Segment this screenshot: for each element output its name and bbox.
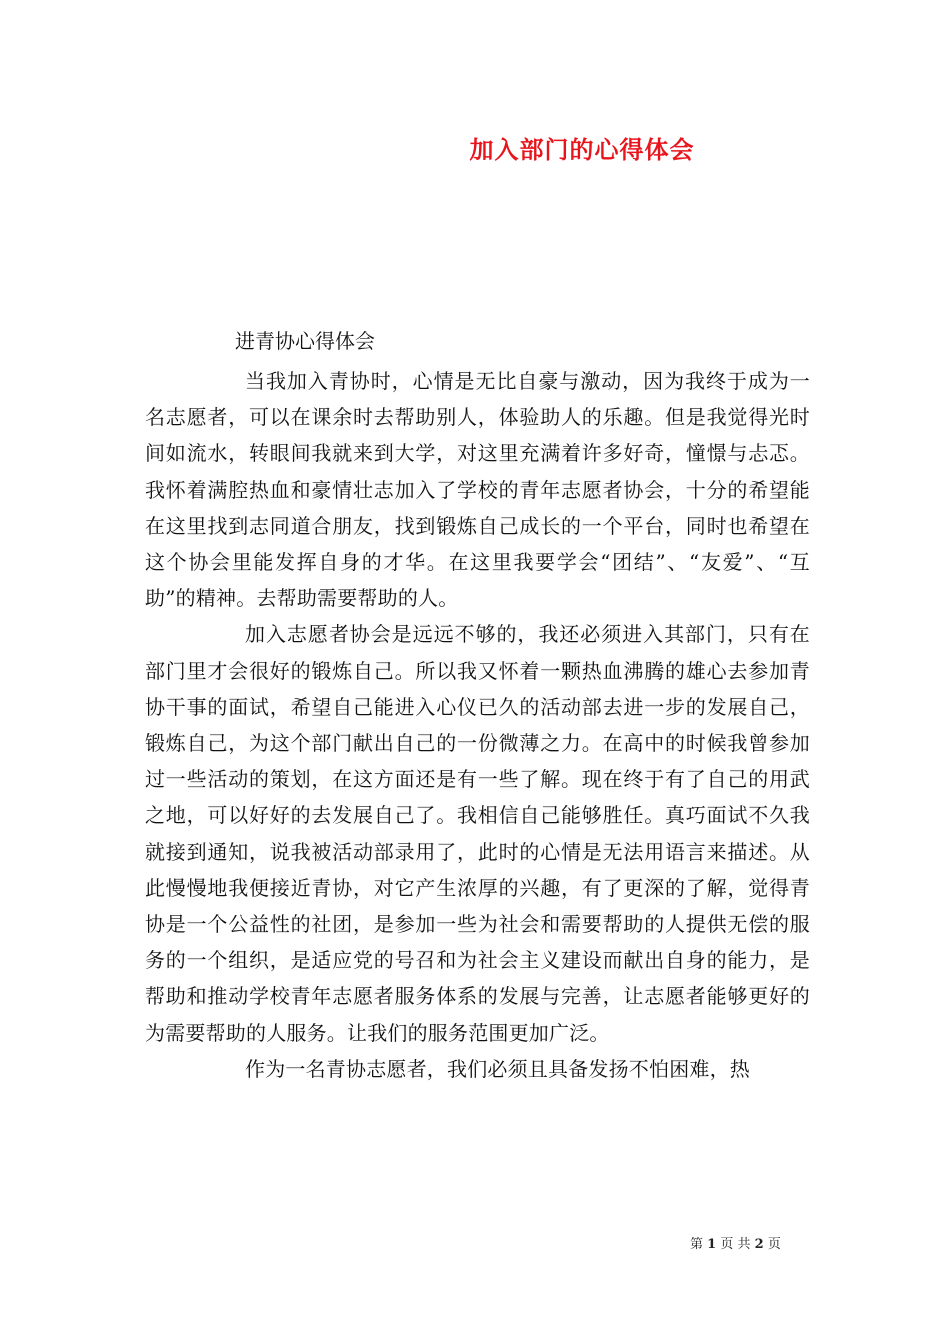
paragraph-3: 作为一名青协志愿者，我们必须且具备发扬不怕困难，热 xyxy=(245,1056,750,1081)
article-body xyxy=(145,324,810,1087)
footer-total-pages: 2 xyxy=(754,1237,764,1252)
footer-middle: 页 共 xyxy=(720,1237,751,1252)
footer-suffix: 页 xyxy=(767,1237,781,1252)
footer-prefix: 第 xyxy=(690,1237,704,1252)
page-footer xyxy=(690,1236,830,1254)
paragraph-1: 当我加入青协时，心情是无比自豪与激动，因为我终于成为一名志愿者，可以在课余时去帮助别人，体验助人的乐趣。但是我觉得光时间如流水，转眼间我就来到大学，对这里充满着许多好奇，憧憬与忐忑。我怀着满腔热血和豪情壮志加入了学校的青年志愿者协会，十分的希望能在这里找到志同道合朋友，找到锻炼自己成长的一个平台，同时也希望在这个协会里能发挥自身的才华。在这里我要学会“团结”、“友爱”、“互助”的精神。去帮助需要帮助的人。 xyxy=(145,369,810,611)
article-subtitle: 进青协心得体会 xyxy=(235,329,375,353)
footer-current-page: 1 xyxy=(707,1237,717,1252)
page-title: 加入部门的心得体会 xyxy=(469,135,695,164)
paragraph-2: 加入志愿者协会是远远不够的，我还必须进入其部门，只有在部门里才会很好的锻炼自己。所以我又怀着一颗热血沸腾的雄心去参加青协干事的面试，希望自己能进入心仪已久的活动部去进一步的发展自己，锻炼自己，为这个部门献出自己的一份微薄之力。在高中的时候我曾参加过一些活动的策划，在这方面还是有一些了解。现在终于有了自己的用武之地，可以好好的去发展自己了。我相信自己能够胜任。真巧面试不久我就接到通知，说我被活动部录用了，此时的心情是无法用语言来描述。从此慢慢地我便接近青协，对它产生浓厚的兴趣，有了更深的了解，觉得青协是一个公益性的社团，是参加一些为社会和需要帮助的人提供无偿的服务的一个组织，是适应党的号召和为社会主义建设而献出自身的能力，是帮助和推动学校青年志愿者服务体系的发展与完善，让志愿者能够更好的为需要帮助的人服务。让我们的服务范围更加广泛。 xyxy=(145,622,810,1045)
